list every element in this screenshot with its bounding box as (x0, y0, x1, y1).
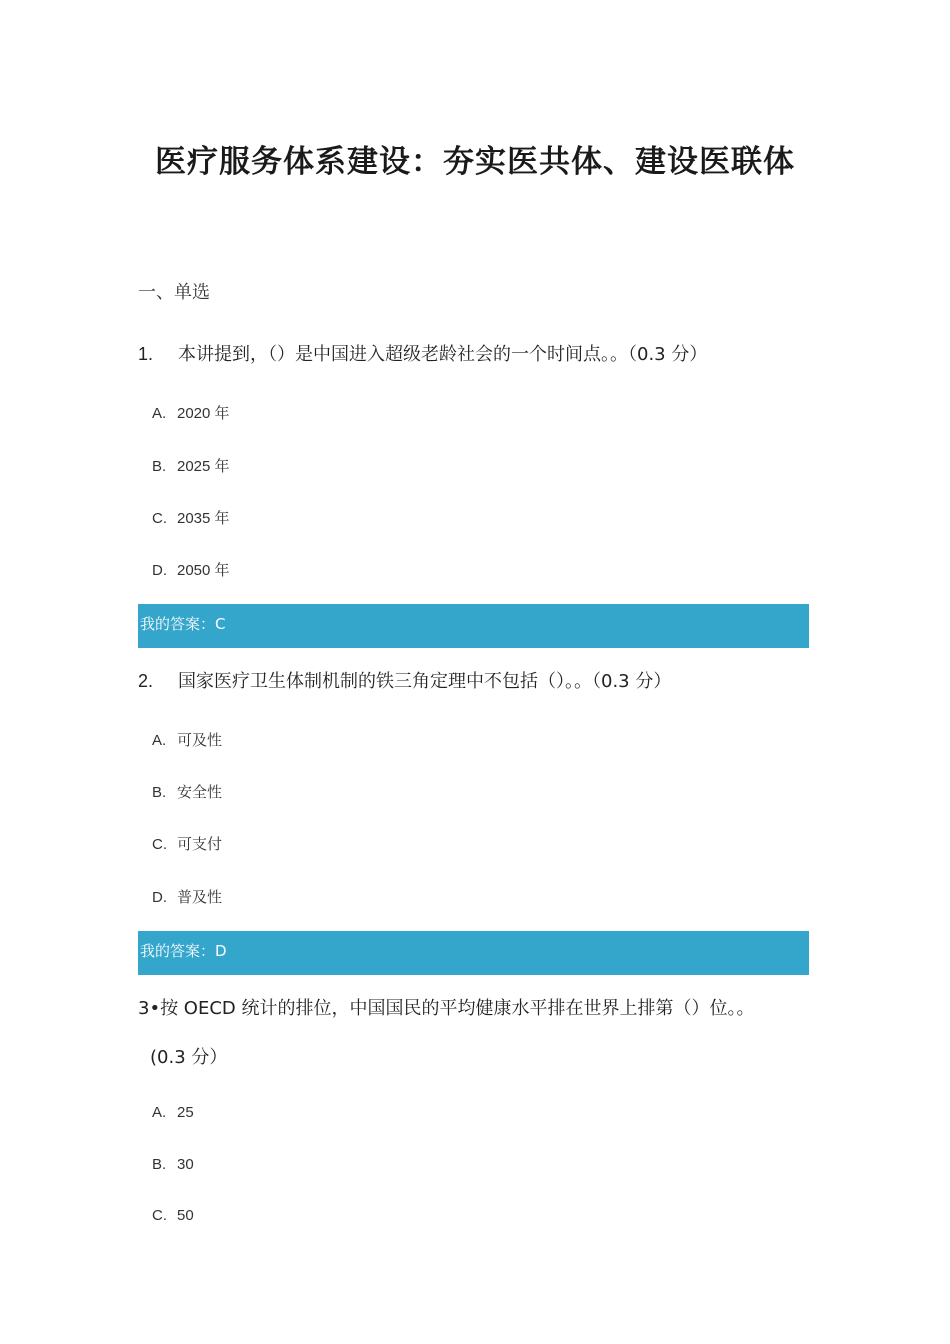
option-letter: A. (152, 405, 167, 422)
option-letter: A. (152, 732, 167, 749)
option-letter: B. (152, 784, 167, 801)
option-text: 普及性 (177, 889, 223, 906)
option-text: 30 (177, 1156, 194, 1173)
option-letter: C. (152, 510, 167, 527)
question-1 (138, 340, 707, 366)
option-1b[interactable] (152, 455, 230, 476)
option-letter: C. (152, 836, 167, 853)
page-title: 医疗服务体系建设：夯实医共体、建设医联体 (155, 144, 795, 180)
answer-bar-1 (138, 604, 809, 648)
question-2 (138, 667, 671, 693)
option-letter: D. (152, 889, 167, 906)
option-text: 安全性 (177, 784, 223, 801)
option-1a[interactable] (152, 402, 230, 423)
option-2c[interactable] (152, 833, 222, 854)
option-3b[interactable] (152, 1155, 194, 1173)
option-1d[interactable] (152, 559, 230, 580)
question-number: 2. (138, 671, 154, 691)
question-number: 3• (138, 998, 161, 1019)
question-text: 本讲提到，（）是中国进入超级老龄社会的一个时间点。。（0.3 分） (178, 344, 708, 365)
option-2d[interactable] (152, 886, 222, 907)
option-text: 50 (177, 1207, 194, 1224)
option-text: 2050 年 (177, 562, 230, 579)
answer-bar-2 (138, 931, 809, 975)
option-3c[interactable] (152, 1206, 194, 1224)
question-3 (138, 994, 755, 1020)
answer-text: 我的答案：C (140, 615, 226, 633)
option-letter: B. (152, 458, 167, 475)
option-text: 25 (177, 1104, 194, 1121)
option-1c[interactable] (152, 507, 230, 528)
option-3a[interactable] (152, 1103, 194, 1121)
option-text: 可及性 (177, 732, 223, 749)
option-text: 2025 年 (177, 458, 230, 475)
answer-text: 我的答案：D (140, 942, 227, 960)
question-text: 国家医疗卫生体制机制的铁三角定理中不包括（）。。（0.3 分） (178, 671, 672, 692)
option-2b[interactable] (152, 781, 222, 802)
option-text: 可支付 (177, 836, 223, 853)
option-text: 2020 年 (177, 405, 230, 422)
question-3-points: (0.3 分） (150, 1047, 228, 1068)
option-text: 2035 年 (177, 510, 230, 527)
option-letter: C. (152, 1207, 167, 1224)
question-number: 1. (138, 344, 154, 364)
question-text: 按 OECD 统计的排位，中国国民的平均健康水平排在世界上排第（）位。。 (160, 998, 755, 1019)
option-letter: A. (152, 1104, 167, 1121)
option-letter: D. (152, 562, 167, 579)
option-letter: B. (152, 1156, 167, 1173)
option-2a[interactable] (152, 729, 222, 750)
section-heading: 一、单选 (138, 282, 210, 303)
